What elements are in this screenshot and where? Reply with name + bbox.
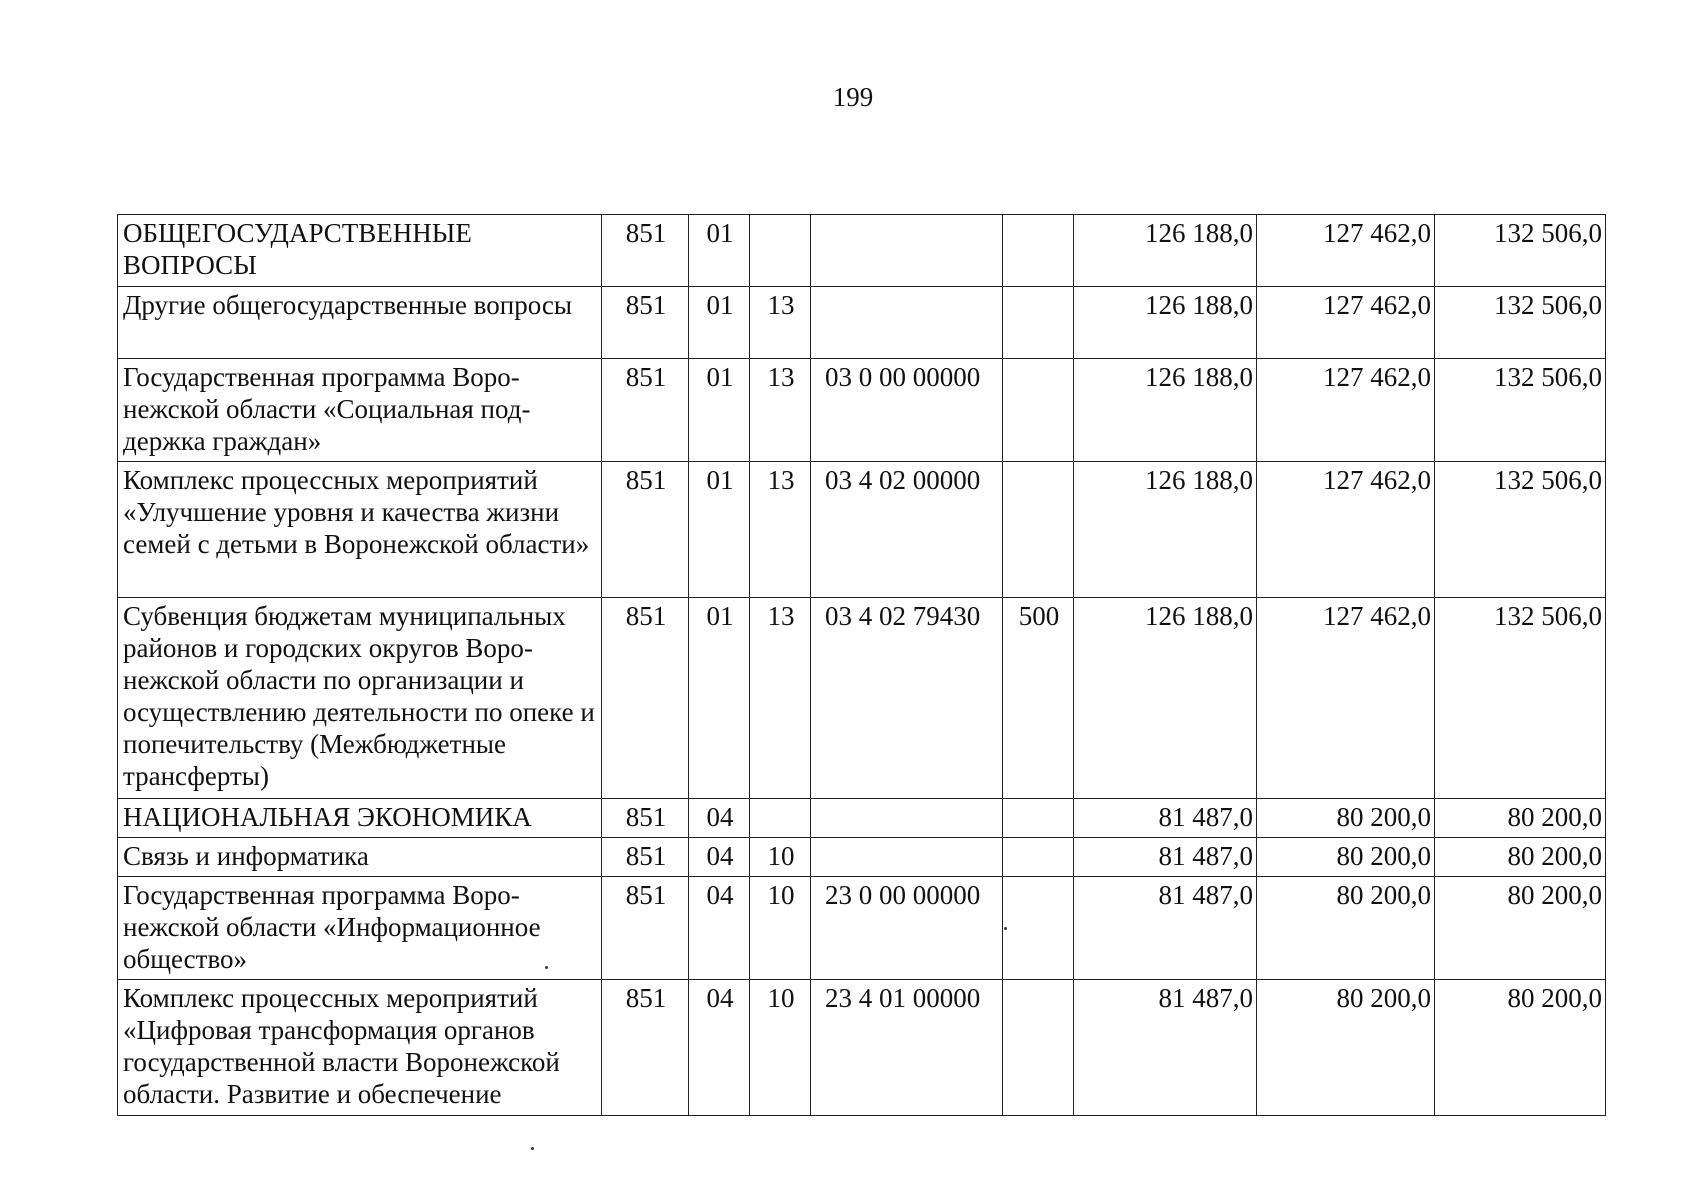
target-article-code: 23 0 00 00000 <box>811 877 1003 980</box>
row-name: Комплекс процессных мероприятий «Улучшение уровня и качества жизни семей с детьми в Воронежской области» <box>118 462 602 598</box>
amount-year-1: 126 188,0 <box>1074 462 1257 598</box>
section-code: 04 <box>689 838 750 877</box>
expense-type-code <box>1003 980 1074 1116</box>
subsection-code <box>750 799 811 838</box>
budget-table <box>117 214 1606 1116</box>
amount-year-3: 132 506,0 <box>1435 598 1606 799</box>
expense-type-code <box>1003 462 1074 598</box>
amount-year-2: 80 200,0 <box>1257 799 1435 838</box>
amount-year-3: 80 200,0 <box>1435 877 1606 980</box>
grbs-code: 851 <box>602 287 689 359</box>
amount-year-1: 81 487,0 <box>1074 838 1257 877</box>
expense-type-code <box>1003 215 1074 287</box>
amount-year-1: 126 188,0 <box>1074 598 1257 799</box>
page-number: 199 <box>832 82 874 112</box>
target-article-code: 23 4 01 00000 <box>811 980 1003 1116</box>
amount-year-1: 81 487,0 <box>1074 799 1257 838</box>
row-name: Связь и информатика <box>118 838 602 877</box>
grbs-code: 851 <box>602 838 689 877</box>
amount-year-1: 81 487,0 <box>1074 877 1257 980</box>
row-name: Субвенция бюджетам муниципальных районов и городских округов Воронежской области по организации и осуществлению деятельности по опеке и попечительству (Межбюджетные трансферты) <box>118 598 602 799</box>
subsection-code: 13 <box>750 462 811 598</box>
row-name: Государственная программа Воронежской области «Социальная поддержка граждан» <box>118 359 602 462</box>
table-row <box>118 877 1606 980</box>
expense-type-code <box>1003 877 1074 980</box>
section-code: 01 <box>689 359 750 462</box>
amount-year-2: 127 462,0 <box>1257 462 1435 598</box>
section-code: 04 <box>689 799 750 838</box>
target-article-code <box>811 287 1003 359</box>
row-name: Комплекс процессных мероприятий «Цифровая трансформация органов государственной власти Воронежской области. Развитие и обеспечение <box>118 980 602 1116</box>
section-code: 01 <box>689 287 750 359</box>
section-code: 01 <box>689 598 750 799</box>
grbs-code: 851 <box>602 877 689 980</box>
expense-type-code <box>1003 838 1074 877</box>
section-code: 01 <box>689 215 750 287</box>
amount-year-2: 80 200,0 <box>1257 838 1435 877</box>
subsection-code: 13 <box>750 359 811 462</box>
section-code: 04 <box>689 877 750 980</box>
amount-year-2: 80 200,0 <box>1257 980 1435 1116</box>
table-row <box>118 799 1606 838</box>
grbs-code: 851 <box>602 359 689 462</box>
subsection-code: 13 <box>750 598 811 799</box>
amount-year-1: 81 487,0 <box>1074 980 1257 1116</box>
target-article-code <box>811 215 1003 287</box>
amount-year-3: 132 506,0 <box>1435 359 1606 462</box>
target-article-code: 03 0 00 00000 <box>811 359 1003 462</box>
row-name: НАЦИОНАЛЬНАЯ ЭКОНОМИКА <box>118 799 602 838</box>
subsection-code: 10 <box>750 877 811 980</box>
amount-year-1: 126 188,0 <box>1074 215 1257 287</box>
row-name: Другие общегосударственные вопросы <box>118 287 602 359</box>
target-article-code <box>811 838 1003 877</box>
amount-year-3: 80 200,0 <box>1435 980 1606 1116</box>
expense-type-code: 500 <box>1003 598 1074 799</box>
amount-year-2: 127 462,0 <box>1257 359 1435 462</box>
expense-type-code <box>1003 799 1074 838</box>
amount-year-3: 80 200,0 <box>1435 799 1606 838</box>
table-row <box>118 980 1606 1116</box>
expense-type-code <box>1003 287 1074 359</box>
grbs-code: 851 <box>602 462 689 598</box>
amount-year-3: 80 200,0 <box>1435 838 1606 877</box>
target-article-code: 03 4 02 00000 <box>811 462 1003 598</box>
amount-year-2: 80 200,0 <box>1257 877 1435 980</box>
amount-year-2: 127 462,0 <box>1257 287 1435 359</box>
target-article-code: 03 4 02 79430 <box>811 598 1003 799</box>
row-name: Государственная программа Воронежской области «Информационное общество» <box>118 877 602 980</box>
section-code: 01 <box>689 462 750 598</box>
grbs-code: 851 <box>602 215 689 287</box>
scan-speck <box>545 966 548 969</box>
amount-year-3: 132 506,0 <box>1435 215 1606 287</box>
table-row <box>118 462 1606 598</box>
table-row <box>118 287 1606 359</box>
table-row <box>118 359 1606 462</box>
target-article-code <box>811 799 1003 838</box>
table-row <box>118 598 1606 799</box>
subsection-code: 10 <box>750 838 811 877</box>
subsection-code <box>750 215 811 287</box>
table-row <box>118 215 1606 287</box>
section-code: 04 <box>689 980 750 1116</box>
amount-year-1: 126 188,0 <box>1074 287 1257 359</box>
amount-year-3: 132 506,0 <box>1435 462 1606 598</box>
table-row <box>118 838 1606 877</box>
subsection-code: 13 <box>750 287 811 359</box>
amount-year-1: 126 188,0 <box>1074 359 1257 462</box>
grbs-code: 851 <box>602 980 689 1116</box>
grbs-code: 851 <box>602 799 689 838</box>
scan-speck <box>531 1147 534 1150</box>
scan-speck <box>1004 927 1007 930</box>
subsection-code: 10 <box>750 980 811 1116</box>
amount-year-2: 127 462,0 <box>1257 215 1435 287</box>
amount-year-3: 132 506,0 <box>1435 287 1606 359</box>
expense-type-code <box>1003 359 1074 462</box>
grbs-code: 851 <box>602 598 689 799</box>
amount-year-2: 127 462,0 <box>1257 598 1435 799</box>
row-name: ОБЩЕГОСУДАРСТВЕННЫЕ ВОПРОСЫ <box>118 215 602 287</box>
